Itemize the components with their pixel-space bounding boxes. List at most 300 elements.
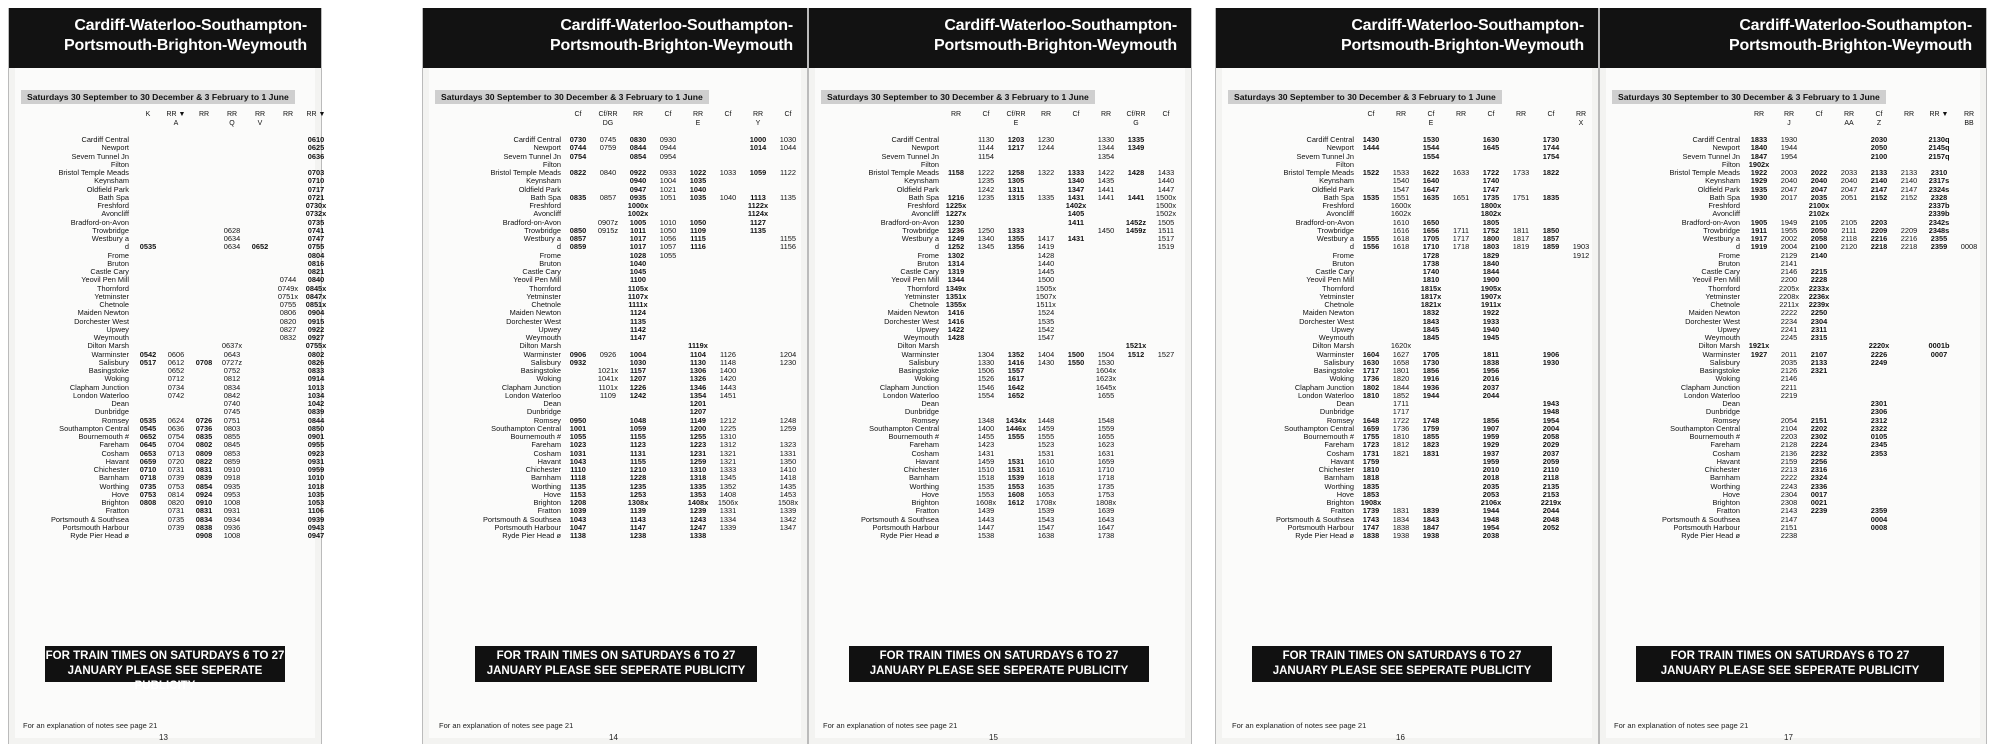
time-cell: 1408 (719, 489, 737, 499)
time-cell (191, 210, 217, 218)
time-cell: 0857 (599, 192, 617, 202)
column-header (745, 110, 771, 128)
time-cell (1153, 425, 1179, 433)
time-cell: 1507x (1035, 291, 1057, 301)
time-cell: 1945 (1482, 333, 1500, 342)
time-cell (655, 260, 681, 268)
time-cell: 1747 (1362, 522, 1380, 532)
time-cell: 1122 (780, 168, 796, 177)
train-column (943, 136, 969, 540)
time-cell: 1305 (1007, 176, 1025, 186)
time-cell (1448, 301, 1474, 309)
time-cell: 1039 (569, 506, 587, 516)
column-header (1003, 110, 1029, 128)
time-cell (1508, 392, 1534, 400)
time-cell (247, 342, 273, 350)
train-column (655, 136, 681, 540)
time-cell (943, 441, 969, 449)
time-cell: 1905 (1750, 217, 1768, 227)
station-name: Frome (107, 250, 129, 260)
time-cell: 0636 (307, 151, 325, 161)
note-code: X (1578, 120, 1584, 127)
train-column (219, 136, 245, 540)
station-name: Newport (101, 143, 129, 153)
time-cell (191, 186, 217, 194)
station-name: Bournemouth # (510, 432, 561, 441)
time-cell: 1847 (1422, 522, 1440, 532)
time-cell: 1010 (659, 217, 677, 227)
time-cell: 2202 (1810, 423, 1828, 433)
time-cell (135, 301, 161, 309)
station-name: Castle Cary (1701, 267, 1740, 276)
station-name: Westbury a (1702, 234, 1740, 243)
station-name: Freshford (1708, 201, 1740, 210)
column-header (1746, 110, 1772, 119)
time-cell (1508, 516, 1534, 524)
time-cell: 1004 (659, 176, 677, 186)
time-cell (1538, 367, 1564, 375)
time-cell: 0918 (223, 473, 241, 483)
time-cell: 1616 (1392, 225, 1410, 235)
time-cell: 0845 (223, 440, 241, 450)
time-cell (1956, 499, 1982, 507)
time-cell (655, 450, 681, 458)
time-cell: 1252 (947, 242, 965, 252)
operator-code: Cf (1487, 111, 1495, 118)
time-cell (1568, 202, 1594, 210)
time-cell: 1936 (1422, 382, 1440, 392)
time-cell: 1040 (629, 258, 647, 268)
station-name: Fareham (531, 440, 561, 450)
time-cell (1063, 441, 1089, 449)
time-cell (191, 136, 217, 144)
time-cell (1448, 309, 1474, 317)
time-cell (247, 144, 273, 152)
time-cell: 1428 (947, 333, 965, 342)
time-cell: 1940 (1482, 324, 1500, 334)
time-cell (1508, 293, 1534, 301)
time-cell (1033, 219, 1059, 227)
time-cell: 0802 (307, 349, 325, 359)
time-cell: 1230 (779, 357, 797, 367)
time-cell: 0842 (223, 390, 241, 400)
time-cell: 1623x (1095, 374, 1117, 384)
time-cell (1746, 375, 1772, 383)
time-cell (1448, 433, 1474, 441)
time-cell (595, 499, 621, 507)
time-cell (1746, 276, 1772, 284)
time-cell: 2345 (1870, 440, 1888, 450)
time-cell: 0008 (1960, 242, 1978, 252)
route-title-line2: Portsmouth-Brighton-Weymouth (1729, 37, 1972, 54)
time-cell: 1330 (1097, 135, 1115, 144)
time-cell (1568, 276, 1594, 284)
time-cell: 1518 (977, 473, 995, 483)
time-cell: 2304 (1780, 489, 1798, 499)
time-cell (685, 144, 711, 152)
time-cell (1123, 235, 1149, 243)
time-cell (247, 450, 273, 458)
time-cell: 2003 (1780, 168, 1798, 177)
time-cell (1836, 433, 1862, 441)
time-cell (943, 417, 969, 425)
time-cell: 1430 (1037, 357, 1055, 367)
time-cell (1926, 285, 1952, 293)
station-name: Trowbridge (1703, 225, 1740, 235)
time-cell (1123, 285, 1149, 293)
train-column (1418, 136, 1444, 540)
time-cell: 1620x (1390, 341, 1412, 351)
time-cell: 1451 (719, 390, 737, 400)
time-cell (1956, 202, 1982, 210)
time-cell (595, 153, 621, 161)
station-name: Ryde Pier Head ø (1295, 531, 1354, 540)
time-cell: 1740 (1422, 267, 1440, 276)
time-cell (1568, 384, 1594, 392)
time-cell: 1435 (779, 481, 797, 491)
time-cell: 2153 (1542, 489, 1560, 499)
station-name: Dorchester West (1685, 316, 1740, 326)
station-name: Yetminster (1705, 291, 1740, 301)
time-cell (1956, 392, 1982, 400)
train-column (1746, 136, 1772, 540)
train-column (247, 136, 273, 540)
time-cell: 1430 (1362, 135, 1380, 144)
time-cell (1033, 210, 1059, 218)
column-header (163, 110, 189, 128)
time-cell: 1250 (977, 225, 995, 235)
time-cell (595, 516, 621, 524)
station-name: Chichester (903, 465, 939, 474)
column-header (1153, 110, 1179, 119)
time-cell: 1832 (1422, 308, 1440, 318)
time-cell: 1428 (1127, 168, 1145, 177)
time-cell (219, 260, 245, 268)
time-cell: 2238 (1780, 531, 1798, 540)
time-cell (1538, 293, 1564, 301)
time-cell (1746, 425, 1772, 433)
time-cell (275, 400, 301, 408)
column-header (775, 110, 801, 119)
time-cell: 0751 (223, 415, 241, 425)
station-name: Severn Tunnel Jn (1296, 151, 1354, 161)
time-cell: 1859 (1542, 242, 1560, 252)
time-cell (1568, 194, 1594, 202)
time-cell (1123, 309, 1149, 317)
time-cell (135, 524, 161, 532)
time-cell: 1843 (1422, 514, 1440, 524)
time-cell (973, 276, 999, 284)
time-cell (247, 375, 273, 383)
station-name: Salisbury (530, 357, 561, 367)
time-cell (1866, 458, 1892, 466)
station-name: Romsey (911, 415, 939, 425)
station-name: Brighton (1712, 498, 1740, 507)
time-cell (1568, 441, 1594, 449)
time-cell (1926, 408, 1952, 416)
train-column (775, 136, 801, 540)
time-cell (1568, 491, 1594, 499)
time-cell (1746, 293, 1772, 301)
time-cell: 2037 (1482, 382, 1500, 392)
time-cell: 1147 (629, 333, 647, 342)
time-cell (1836, 285, 1862, 293)
notice-line1: FOR TRAIN TIMES ON SATURDAYS 6 TO 27 (1282, 650, 1522, 662)
time-cell (135, 392, 161, 400)
time-cell (943, 351, 969, 359)
station-name: Clapham Junction (69, 382, 129, 392)
time-cell: 2239 (1810, 506, 1828, 516)
time-cell (1926, 450, 1952, 458)
time-cell (1956, 474, 1982, 482)
time-cell (1003, 309, 1029, 317)
time-cell: 1800x (1480, 201, 1502, 210)
time-cell (715, 235, 741, 243)
time-cell (1836, 326, 1862, 334)
time-cell (1806, 136, 1832, 144)
time-cell (1568, 483, 1594, 491)
time-cell (1568, 334, 1594, 342)
time-cell: 0731 (167, 506, 185, 516)
time-cell: 2219 (1780, 390, 1798, 400)
time-cell (1568, 144, 1594, 152)
time-cell: 1633 (1452, 168, 1470, 177)
time-cell (1448, 252, 1474, 260)
time-cell (685, 202, 711, 210)
time-cell: 0820 (279, 316, 297, 326)
time-cell: 1959 (1482, 456, 1500, 466)
time-cell (1746, 260, 1772, 268)
time-cell (655, 276, 681, 284)
time-cell: 1948 (1482, 514, 1500, 524)
time-cell (1063, 309, 1089, 317)
time-cell: 1956 (1482, 366, 1500, 375)
time-cell (1956, 342, 1982, 350)
time-cell (247, 318, 273, 326)
time-cell: 1242 (977, 184, 995, 194)
time-cell: 2017 (1780, 192, 1798, 202)
time-cell (685, 136, 711, 144)
time-cell (745, 499, 771, 507)
time-cell (745, 260, 771, 268)
time-cell (775, 367, 801, 375)
time-cell (1896, 268, 1922, 276)
time-cell (1418, 202, 1444, 210)
time-cell: 0712 (167, 374, 185, 384)
time-cell (565, 276, 591, 284)
station-name: Clapham Junction (1680, 382, 1740, 392)
time-cell (1746, 507, 1772, 515)
time-cell (191, 301, 217, 309)
time-cell: 0612 (167, 357, 185, 367)
time-cell (1866, 276, 1892, 284)
time-cell (1418, 491, 1444, 499)
time-cell: 1439 (977, 506, 995, 516)
train-column (1033, 136, 1059, 540)
station-name: Ryde Pier Head ø (70, 531, 129, 540)
station-name: Worthing (909, 481, 939, 491)
time-cell: 0907z (597, 217, 619, 227)
time-cell: 1226 (629, 382, 647, 392)
station-name: Fareham (99, 440, 129, 450)
station-name: Warminster (91, 349, 129, 359)
station-name: Keynsham (526, 176, 561, 186)
time-cell: 0950 (569, 415, 587, 425)
time-cell: 1856 (1482, 415, 1500, 425)
time-cell: 1216 (947, 192, 965, 202)
time-cell: 2058 (1810, 234, 1828, 243)
time-cell (1836, 268, 1862, 276)
time-cell: 0840 (307, 275, 325, 285)
time-cell (565, 392, 591, 400)
time-cell (745, 450, 771, 458)
time-cell (1358, 293, 1384, 301)
time-cell: 1344 (947, 275, 965, 285)
station-name: Chichester (1704, 465, 1740, 474)
station-name: Weymouth (525, 333, 561, 342)
time-cell (1538, 268, 1564, 276)
time-cell (715, 326, 741, 334)
column-header (191, 110, 217, 119)
time-cell (1926, 276, 1952, 284)
time-cell (1123, 425, 1149, 433)
train-column (1956, 136, 1982, 540)
time-cell (1836, 491, 1862, 499)
time-cell (1093, 202, 1119, 210)
time-cell (1836, 359, 1862, 367)
time-cell: 1708x (1035, 498, 1057, 507)
time-cell (1153, 260, 1179, 268)
station-name: Brighton (101, 498, 129, 507)
time-cell: 0734 (167, 382, 185, 392)
time-cell: 1123 (629, 440, 647, 450)
time-cell (1956, 301, 1982, 309)
time-cell: 1802x (1480, 209, 1502, 219)
time-cell: 1538 (977, 531, 995, 540)
time-cell (1776, 202, 1802, 210)
time-cell: 1351x (945, 291, 967, 301)
time-cell: 1917 (1750, 234, 1768, 243)
time-cell: 1504 (1097, 349, 1115, 359)
time-cell (565, 318, 591, 326)
time-cell: 1008 (223, 498, 241, 507)
time-cell (655, 524, 681, 532)
section-heading: Saturdays 30 September to 30 December & 3 February to 1 June (435, 90, 709, 104)
time-cell (1746, 466, 1772, 474)
operator-code: RR (1575, 111, 1587, 118)
time-cell (745, 425, 771, 433)
time-cell (247, 433, 273, 441)
time-cell: 1350 (779, 456, 797, 466)
time-cell (275, 169, 301, 177)
time-cell (1123, 375, 1149, 383)
time-cell (1956, 161, 1982, 169)
time-cell: 1156 (780, 242, 796, 252)
title-band (423, 8, 807, 68)
time-cell (715, 276, 741, 284)
time-cell (1448, 285, 1474, 293)
column-header (135, 110, 161, 119)
time-cell (1063, 417, 1089, 425)
time-cell: 1531 (1007, 456, 1025, 466)
time-cell (1123, 483, 1149, 491)
time-cell (1836, 342, 1862, 350)
station-name: Freshford (97, 201, 129, 210)
time-cell (247, 260, 273, 268)
station-name: Frome (1332, 250, 1354, 260)
time-cell (1746, 483, 1772, 491)
time-cell (275, 474, 301, 482)
time-cell (275, 260, 301, 268)
time-cell: 1831 (1392, 506, 1410, 516)
time-cell (1956, 458, 1982, 466)
time-cell (1123, 524, 1149, 532)
time-cell (655, 392, 681, 400)
time-cell (219, 252, 245, 260)
time-cell: 1441 (1097, 192, 1115, 202)
time-cell: 0922 (307, 324, 325, 334)
time-cell: 1131 (629, 448, 647, 458)
operator-code: Cf (1815, 111, 1823, 118)
time-cell: 1803 (1482, 242, 1500, 252)
time-cell (1806, 153, 1832, 161)
route-title (934, 16, 1177, 56)
column-header (1478, 110, 1504, 119)
station-name: Bath Spa (1323, 192, 1354, 202)
time-cell: 1705 (1422, 349, 1440, 359)
time-cell (191, 161, 217, 169)
time-cell (1418, 474, 1444, 482)
time-cell: 0755x (305, 341, 327, 351)
time-cell: 2218 (1900, 242, 1918, 252)
time-cell (715, 219, 741, 227)
time-cell (275, 458, 301, 466)
time-cell (275, 483, 301, 491)
time-cell (1836, 384, 1862, 392)
station-name: Havant (537, 456, 561, 466)
train-column (565, 136, 591, 540)
time-cell (1153, 400, 1179, 408)
time-cell (775, 285, 801, 293)
time-cell (1448, 466, 1474, 474)
time-cell: 0832 (279, 333, 297, 342)
title-band (9, 8, 321, 68)
time-cell (1153, 384, 1179, 392)
time-cell (1508, 276, 1534, 284)
time-cell: 1005 (629, 217, 647, 227)
station-name: Newport (1326, 143, 1354, 153)
train-column (1806, 136, 1832, 540)
time-cell: 1420 (719, 374, 737, 384)
station-name: Dilton Marsh (897, 341, 939, 351)
time-cell: 0901 (307, 432, 325, 441)
time-cell (1836, 351, 1862, 359)
column-header (1033, 110, 1059, 119)
time-cell (163, 243, 189, 251)
time-cell: 2301 (1870, 399, 1888, 408)
time-cell: 1105x (627, 283, 649, 293)
time-cell (1926, 318, 1952, 326)
time-cell (655, 499, 681, 507)
time-cell: 0636 (167, 423, 185, 433)
time-cell (247, 219, 273, 227)
time-cell (1568, 326, 1594, 334)
station-name: Clapham Junction (501, 382, 561, 392)
time-cell (1093, 301, 1119, 309)
station-name: Castle Cary (1315, 267, 1354, 276)
time-cell (275, 210, 301, 218)
time-cell: 1811 (1482, 349, 1500, 359)
